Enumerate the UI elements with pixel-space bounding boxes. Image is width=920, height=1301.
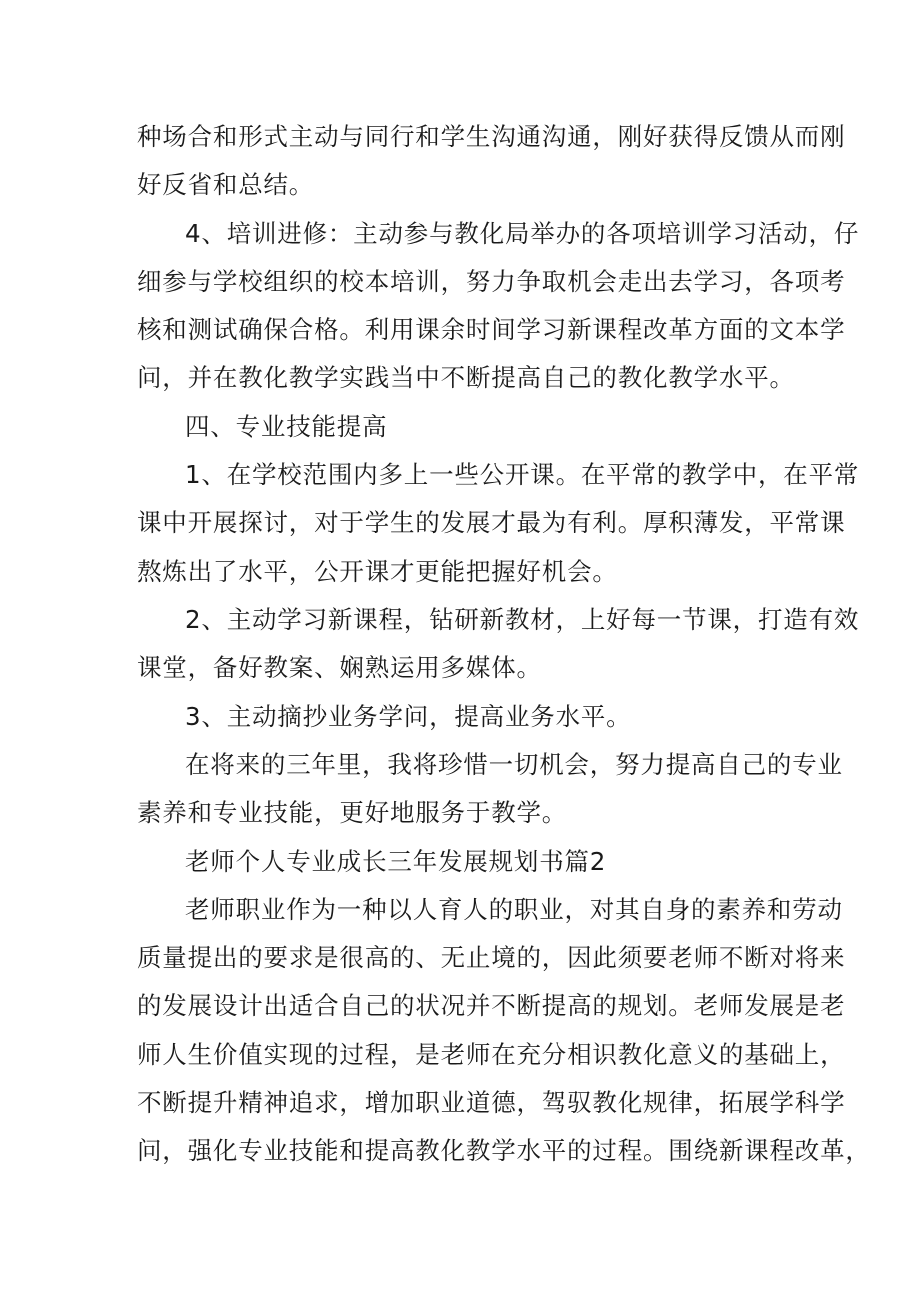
text-line: 课中开展探讨，对于学生的发展才最为有利。厚积薄发，平常课 [137,508,846,537]
section-heading: 四、专业技能提高 [185,412,388,441]
text-line: 核和测试确保合格。利用课余时间学习新课程改革方面的文本学 [137,315,846,344]
text-line: 好反省和总结。 [137,170,315,199]
text-line: 问，强化专业技能和提高教化教学水平的过程。围绕新课程改革， [137,1136,871,1165]
article-title: 老师个人专业成长三年发展规划书篇2 [185,847,607,876]
text-line: 1、在学校范围内多上一些公开课。在平常的教学中，在平常 [185,460,860,489]
text-line: 种场合和形式主动与同行和学生沟通沟通，刚好获得反馈从而刚 [137,122,846,151]
text-line: 细参与学校组织的校本培训，努力争取机会走出去学习，各项考 [137,267,846,296]
text-line: 质量提出的要求是很高的、无止境的，因此须要老师不断对将来 [137,943,846,972]
text-line: 课堂，备好教案、娴熟运用多媒体。 [137,653,542,682]
text-line: 3、主动摘抄业务学问，提高业务水平。 [185,702,632,731]
text-line: 4、培训进修：主动参与教化局举办的各项培训学习活动，仔 [185,219,860,248]
text-line: 的发展设计出适合自己的状况并不断提高的规划。老师发展是老 [137,991,846,1020]
text-line: 熬炼出了水平，公开课才更能把握好机会。 [137,557,618,586]
text-line: 师人生价值实现的过程，是老师在充分相识教化意义的基础上， [137,1040,846,1069]
text-line: 老师职业作为一种以人育人的职业，对其自身的素养和劳动 [185,895,843,924]
text-line: 不断提升精神追求，增加职业道德，驾驭教化规律，拓展学科学 [137,1088,846,1117]
text-line: 素养和专业技能，更好地服务于教学。 [137,798,568,827]
text-line: 问，并在教化教学实践当中不断提高自己的教化教学水平。 [137,363,795,392]
text-line: 在将来的三年里，我将珍惜一切机会，努力提高自己的专业 [185,750,843,779]
text-line: 2、主动学习新课程，钻研新教材，上好每一节课，打造有效 [185,605,860,634]
